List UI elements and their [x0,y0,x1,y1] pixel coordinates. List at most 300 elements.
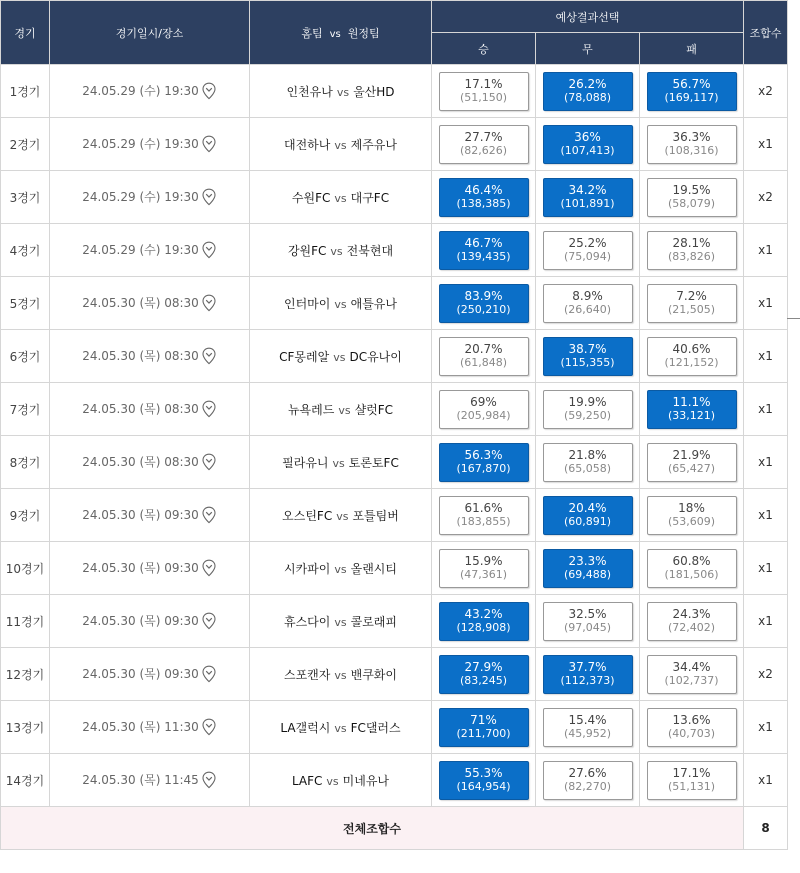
table-row [1,595,788,648]
match-datetime-cell [50,224,250,277]
option-count: (59,250) [563,409,612,422]
option-count: (112,373) [560,674,615,687]
match-datetime: 24.05.30 (목) 08:30 [82,454,199,469]
option-pct: 69% [470,395,497,409]
map-pin-icon[interactable] [201,82,217,100]
option-pct: 56.7% [672,77,711,91]
map-pin-icon[interactable] [201,135,217,153]
option-pct: 60.8% [672,554,711,568]
cell-win [432,436,536,489]
option-pct: 56.3% [464,448,503,462]
table-row [1,701,788,754]
option-pct: 36.3% [672,130,711,144]
option-count: (83,826) [667,250,716,263]
option-pct: 55.3% [464,766,503,780]
game-number: 13경기 [1,701,50,754]
scroll-edge-mark [787,318,800,319]
home-team: 스포캔자 [284,667,331,682]
table-row [1,65,788,118]
option-count: (69,488) [563,568,612,581]
option-count: (115,355) [560,356,615,369]
cell-win [432,754,536,807]
match-datetime: 24.05.30 (목) 09:30 [82,666,199,681]
option-draw-button[interactable] [543,125,633,164]
map-pin-icon[interactable] [201,347,217,365]
match-teams [250,489,432,542]
vs-label: vs [334,668,347,682]
header-prediction: 예상결과선택 [432,1,744,33]
option-lose-button[interactable] [647,284,737,323]
cell-draw [536,754,640,807]
map-pin-icon[interactable] [201,400,217,418]
home-team: 강원FC [287,243,327,258]
option-count: (82,270) [563,780,612,793]
away-team: 올랜시티 [350,561,397,576]
cell-lose [640,224,744,277]
match-teams [250,65,432,118]
option-win-button[interactable] [439,655,529,694]
cell-draw [536,277,640,330]
option-pct: 17.1% [464,77,503,91]
match-datetime-cell [50,277,250,330]
away-team: 콜로래피 [350,614,397,629]
option-pct: 17.1% [672,766,711,780]
option-lose-button[interactable] [647,231,737,270]
option-draw-button[interactable] [543,337,633,376]
option-pct: 37.7% [568,660,607,674]
table-row [1,277,788,330]
option-count: (250,210) [456,303,511,316]
cell-lose [640,489,744,542]
option-pct: 43.2% [464,607,503,621]
match-datetime-cell [50,595,250,648]
option-pct: 18% [678,501,705,515]
table-row [1,542,788,595]
map-pin-icon[interactable] [201,453,217,471]
option-count: (51,150) [459,91,508,104]
option-count: (107,413) [560,144,615,157]
option-pct: 40.6% [672,342,711,356]
combo-count: x1 [744,224,788,277]
table-row [1,330,788,383]
header-combo: 조합수 [744,1,788,65]
option-pct: 32.5% [568,607,607,621]
cell-lose [640,595,744,648]
option-lose-button[interactable] [647,443,737,482]
option-win-button[interactable] [439,337,529,376]
match-datetime: 24.05.29 (수) 19:30 [82,189,199,204]
game-number: 10경기 [1,542,50,595]
cell-draw [536,489,640,542]
option-draw-button[interactable] [543,602,633,641]
match-datetime: 24.05.30 (목) 09:30 [82,507,199,522]
away-team: FC댈러스 [350,720,401,735]
combo-count: x1 [744,118,788,171]
option-lose-button[interactable] [647,655,737,694]
option-count: (33,121) [667,409,716,422]
game-number: 9경기 [1,489,50,542]
header-datetime-venue: 경기일시/장소 [50,1,250,65]
away-team: 전북현대 [346,243,394,258]
vs-label: vs [332,456,345,470]
cell-win [432,542,536,595]
header-draw: 무 [536,33,640,65]
cell-draw [536,648,640,701]
home-team: LAFC [291,773,323,788]
cell-lose [640,754,744,807]
option-pct: 11.1% [672,395,711,409]
home-team: CF몽레알 [279,349,330,364]
match-teams [250,754,432,807]
game-number: 11경기 [1,595,50,648]
cell-win [432,277,536,330]
game-number: 7경기 [1,383,50,436]
option-count: (139,435) [456,250,511,263]
option-pct: 19.9% [568,395,607,409]
cell-win [432,595,536,648]
option-draw-button[interactable] [543,178,633,217]
home-team: 시카파이 [284,561,331,576]
option-pct: 26.2% [568,77,607,91]
away-team: DC유나이 [349,349,402,364]
option-count: (205,984) [456,409,511,422]
game-number: 6경기 [1,330,50,383]
option-count: (211,700) [456,727,511,740]
combo-count: x1 [744,595,788,648]
match-datetime: 24.05.29 (수) 19:30 [82,242,199,257]
option-win-button[interactable] [439,72,529,111]
vs-label: vs [334,138,347,152]
map-pin-icon[interactable] [201,506,217,524]
option-pct: 15.9% [464,554,503,568]
option-win-button[interactable] [439,178,529,217]
map-pin-icon[interactable] [201,188,217,206]
map-pin-icon[interactable] [201,559,217,577]
option-pct: 23.3% [568,554,607,568]
cell-win [432,383,536,436]
match-datetime: 24.05.30 (목) 09:30 [82,613,199,628]
table-row [1,171,788,224]
vs-label: vs [326,774,339,788]
option-count: (65,427) [667,462,716,475]
game-number: 1경기 [1,65,50,118]
match-datetime-cell [50,701,250,754]
cell-win [432,171,536,224]
option-pct: 34.4% [672,660,711,674]
option-draw-button[interactable] [543,655,633,694]
map-pin-icon[interactable] [201,294,217,312]
vs-label: vs [334,297,347,311]
option-win-button[interactable] [439,549,529,588]
option-pct: 21.8% [568,448,607,462]
option-pct: 36% [574,130,601,144]
header-teams [250,1,432,65]
cell-lose [640,701,744,754]
match-teams [250,436,432,489]
game-number: 5경기 [1,277,50,330]
vs-label: vs [334,721,347,735]
match-teams [250,118,432,171]
header-home: 홈팀 [301,26,323,40]
match-teams [250,701,432,754]
option-pct: 20.4% [568,501,607,515]
option-pct: 13.6% [672,713,711,727]
match-datetime-cell [50,489,250,542]
option-pct: 61.6% [464,501,503,515]
vs-label: vs [336,85,350,99]
option-draw-button[interactable] [543,496,633,535]
option-win-button[interactable] [439,284,529,323]
away-team: 울산HD [353,84,395,99]
option-count: (65,058) [563,462,612,475]
vs-label: vs [334,615,347,629]
option-draw-button[interactable] [543,390,633,429]
cell-draw [536,118,640,171]
match-teams [250,383,432,436]
option-count: (181,506) [664,568,719,581]
match-teams [250,171,432,224]
option-pct: 7.2% [676,289,707,303]
option-lose-button[interactable] [647,549,737,588]
option-pct: 28.1% [672,236,711,250]
cell-lose [640,383,744,436]
option-lose-button[interactable] [647,761,737,800]
cell-draw [536,383,640,436]
match-datetime-cell [50,542,250,595]
combo-count: x2 [744,648,788,701]
cell-win [432,489,536,542]
map-pin-icon[interactable] [201,771,217,789]
match-teams [250,224,432,277]
game-number: 12경기 [1,648,50,701]
option-pct: 27.7% [464,130,503,144]
cell-draw [536,542,640,595]
cell-lose [640,277,744,330]
option-draw-button[interactable] [543,231,633,270]
game-number: 4경기 [1,224,50,277]
combo-count: x1 [744,383,788,436]
option-count: (183,855) [456,515,511,528]
option-lose-button[interactable] [647,178,737,217]
option-lose-button[interactable] [647,496,737,535]
vs-label: vs [336,509,349,523]
header-vs: vs [329,28,341,40]
map-pin-icon[interactable] [201,665,217,683]
cell-draw [536,595,640,648]
option-count: (72,402) [667,621,716,634]
option-count: (164,954) [456,780,511,793]
option-count: (138,385) [456,197,511,210]
option-pct: 25.2% [568,236,607,250]
option-pct: 71% [470,713,497,727]
option-pct: 83.9% [464,289,503,303]
option-draw-button[interactable] [543,708,633,747]
header-game: 경기 [1,1,50,65]
total-label: 전체조합수 [1,807,744,850]
home-team: 수원FC [291,190,331,205]
option-pct: 15.4% [568,713,607,727]
option-win-button[interactable] [439,708,529,747]
option-draw-button[interactable] [543,443,633,482]
option-pct: 20.7% [464,342,503,356]
match-datetime-cell [50,171,250,224]
combo-count: x1 [744,754,788,807]
home-team: 필라유니 [282,455,329,470]
match-datetime: 24.05.30 (목) 08:30 [82,348,199,363]
option-count: (97,045) [563,621,612,634]
map-pin-icon[interactable] [201,241,217,259]
option-pct: 38.7% [568,342,607,356]
table-row [1,118,788,171]
cell-draw [536,171,640,224]
option-count: (102,737) [664,674,719,687]
option-lose-button[interactable] [647,390,737,429]
away-team: 애틀유나 [350,296,397,311]
option-count: (40,703) [667,727,716,740]
header-away: 원정팀 [347,26,380,40]
combo-count: x1 [744,436,788,489]
option-count: (78,088) [563,91,612,104]
option-pct: 46.7% [464,236,503,250]
table-row [1,224,788,277]
away-team: 미네유나 [342,773,390,788]
option-lose-button[interactable] [647,337,737,376]
option-count: (21,505) [667,303,716,316]
cell-draw [536,65,640,118]
option-pct: 8.9% [572,289,603,303]
map-pin-icon[interactable] [201,718,217,736]
option-pct: 34.2% [568,183,607,197]
option-win-button[interactable] [439,390,529,429]
cell-draw [536,330,640,383]
match-datetime: 24.05.30 (목) 11:30 [82,719,199,734]
table-row [1,754,788,807]
option-win-button[interactable] [439,496,529,535]
option-pct: 19.5% [672,183,711,197]
combo-count: x2 [744,171,788,224]
cell-win [432,65,536,118]
map-pin-icon[interactable] [201,612,217,630]
option-count: (108,316) [664,144,719,157]
game-number: 2경기 [1,118,50,171]
match-datetime: 24.05.30 (목) 09:30 [82,560,199,575]
home-team: 인터마이 [284,296,331,311]
home-team: 오스틴FC [282,508,333,523]
option-count: (51,131) [667,780,716,793]
option-win-button[interactable] [439,761,529,800]
option-draw-button[interactable] [543,72,633,111]
away-team: 밴쿠화이 [350,667,397,682]
header-win: 승 [432,33,536,65]
option-draw-button[interactable] [543,761,633,800]
option-count: (61,848) [459,356,508,369]
match-teams [250,542,432,595]
away-team: 토론토FC [348,455,399,470]
option-win-button[interactable] [439,443,529,482]
option-count: (167,870) [456,462,511,475]
match-datetime-cell [50,648,250,701]
option-pct: 21.9% [672,448,711,462]
home-team: 휴스다이 [284,614,331,629]
match-datetime: 24.05.30 (목) 08:30 [82,401,199,416]
combo-count: x1 [744,489,788,542]
option-count: (47,361) [459,568,508,581]
match-datetime-cell [50,383,250,436]
match-datetime-cell [50,436,250,489]
cell-lose [640,65,744,118]
option-lose-button[interactable] [647,72,737,111]
home-team: 뉴욕레드 [287,402,335,417]
match-datetime: 24.05.30 (목) 08:30 [82,295,199,310]
match-datetime-cell [50,330,250,383]
cell-win [432,330,536,383]
table-row [1,489,788,542]
option-win-button[interactable] [439,602,529,641]
match-datetime: 24.05.29 (수) 19:30 [82,83,199,98]
combo-count: x1 [744,277,788,330]
cell-win [432,118,536,171]
option-lose-button[interactable] [647,708,737,747]
total-value: 8 [744,807,788,850]
option-count: (26,640) [563,303,612,316]
option-count: (82,626) [459,144,508,157]
total-row [1,807,788,850]
match-teams [250,330,432,383]
option-pct: 46.4% [464,183,503,197]
match-datetime-cell [50,118,250,171]
option-lose-button[interactable] [647,602,737,641]
cell-win [432,648,536,701]
option-pct: 27.6% [568,766,607,780]
table-row [1,383,788,436]
match-datetime-cell [50,754,250,807]
option-count: (101,891) [560,197,615,210]
cell-draw [536,224,640,277]
option-win-button[interactable] [439,231,529,270]
table-row [1,648,788,701]
option-count: (60,891) [563,515,612,528]
match-teams [250,277,432,330]
option-draw-button[interactable] [543,284,633,323]
game-number: 8경기 [1,436,50,489]
away-team: 제주유나 [350,137,397,152]
option-draw-button[interactable] [543,549,633,588]
match-teams [250,595,432,648]
option-lose-button[interactable] [647,125,737,164]
cell-lose [640,171,744,224]
option-count: (75,094) [563,250,612,263]
vs-label: vs [334,562,347,576]
cell-win [432,701,536,754]
game-number: 14경기 [1,754,50,807]
table-row [1,436,788,489]
match-datetime: 24.05.30 (목) 11:45 [82,772,199,787]
option-count: (128,908) [456,621,511,634]
away-team: 대구FC [350,190,390,205]
cell-win [432,224,536,277]
cell-draw [536,701,640,754]
combo-count: x1 [744,330,788,383]
match-datetime: 24.05.29 (수) 19:30 [82,136,199,151]
vs-label: vs [330,244,343,258]
option-count: (121,152) [664,356,719,369]
combo-count: x2 [744,65,788,118]
vs-label: vs [338,403,351,417]
combo-count: x1 [744,542,788,595]
cell-lose [640,436,744,489]
option-win-button[interactable] [439,125,529,164]
option-count: (83,245) [459,674,508,687]
